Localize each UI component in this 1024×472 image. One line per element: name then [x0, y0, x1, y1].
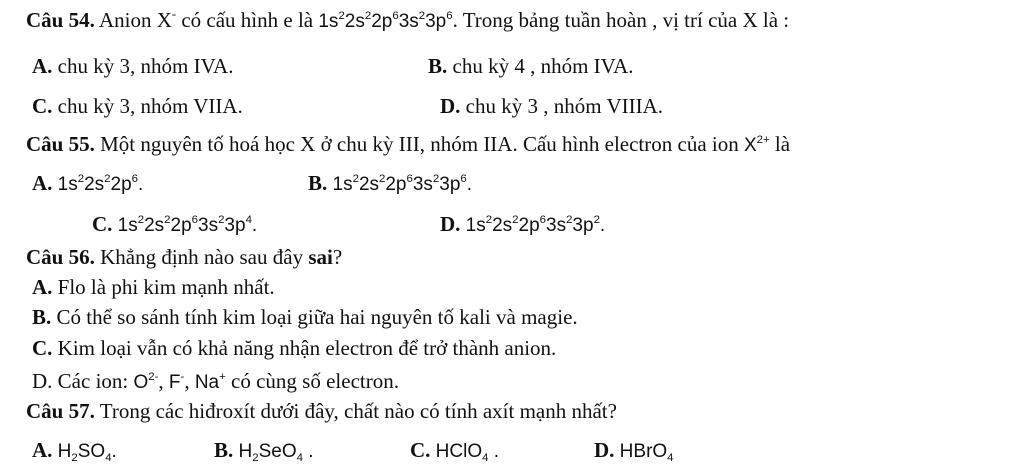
q56-option-d[interactable]: D. Các ion: $O^{2-}$, F-, Na+ có cùng số electron.: [32, 369, 399, 393]
q55-stem-text: Một nguyên tố hoá học X ở chu kỳ III, nhóm IIA. Cấu hình electron của ion: [100, 132, 739, 156]
ion-list: $O^{2-}$: [133, 371, 159, 393]
option-label: A.: [32, 438, 53, 462]
q56-stem-end: ?: [332, 245, 343, 269]
option-text: chu kỳ 3, nhóm VIIA.: [57, 94, 243, 118]
option-label: D.: [440, 212, 461, 236]
q57-stem: [26, 397, 617, 425]
q54-option-a[interactable]: [32, 52, 233, 80]
option-label: B.: [32, 305, 52, 329]
q55-stem: [26, 130, 790, 160]
q57-option-a[interactable]: [32, 436, 117, 466]
q55-option-c[interactable]: [92, 210, 257, 240]
option-text: chu kỳ 3, nhóm IVA.: [57, 54, 234, 78]
q57-option-c[interactable]: [410, 436, 499, 466]
q54-option-d[interactable]: [440, 92, 663, 120]
q56-option-c[interactable]: [32, 334, 556, 362]
q55-option-d[interactable]: [440, 210, 605, 240]
q55-option-a[interactable]: [32, 169, 143, 199]
q57-label: Câu 57.: [26, 399, 95, 423]
option-text: chu kỳ 3 , nhóm VIIIA.: [465, 94, 664, 118]
q56-stem: [26, 243, 342, 271]
option-label: B.: [214, 438, 234, 462]
option-label: B.: [428, 54, 448, 78]
option-label: D.: [440, 94, 461, 118]
option-formula: $H_2SeO_4$ .: [238, 441, 314, 464]
option-text: Kim loại vẫn có khả năng nhận electron để trở thành anion.: [57, 336, 557, 360]
option-config: $1s^22s^22p^63s^23p^4$.: [117, 214, 258, 236]
option-label: C.: [92, 212, 113, 236]
option-config: $1s^22s^22p^63s^23p^2$.: [465, 214, 606, 236]
option-config: $1s^22s^22p^6$.: [57, 173, 144, 195]
q57-option-b[interactable]: [214, 436, 314, 466]
option-label: D.: [32, 369, 53, 393]
option-formula: HClO$_4$ .: [435, 441, 500, 464]
q54-label: Câu 54.: [26, 8, 95, 32]
option-formula: $H_2SO_4$.: [57, 441, 117, 464]
q55-stem-end: là: [774, 132, 791, 156]
q54-option-b[interactable]: [428, 52, 634, 80]
q56-option-b[interactable]: [32, 303, 578, 331]
q56-label: Câu 56.: [26, 245, 95, 269]
option-config: $1s^22s^22p^63s^23p^6$.: [332, 173, 473, 195]
q56-stem-bold: sai: [308, 245, 333, 269]
q57-option-d[interactable]: [594, 436, 674, 466]
q54-config: $1s^22s^22p^63s^23p^6$: [318, 10, 453, 32]
option-label: C.: [410, 438, 431, 462]
option-text: chu kỳ 4 , nhóm IVA.: [452, 54, 634, 78]
q55-option-b[interactable]: [308, 169, 472, 199]
ion-list: F-: [168, 371, 185, 393]
q55-ion: $X^{2+}$: [743, 134, 770, 156]
q54-stem: [26, 6, 789, 36]
q56-option-a[interactable]: [32, 273, 275, 301]
option-formula: HBrO$_4$: [619, 441, 674, 464]
option-label: A.: [32, 54, 53, 78]
option-text: Các ion:: [57, 369, 129, 393]
option-label: A.: [32, 275, 53, 299]
option-label: C.: [32, 94, 53, 118]
q54-stem-a: Anion X-: [98, 7, 177, 32]
q55-label: Câu 55.: [26, 132, 95, 156]
q56-stem-text: Khẳng định nào sau đây: [100, 245, 304, 269]
option-label: C.: [32, 336, 53, 360]
q54-stem-c: . Trong bảng tuần hoàn , vị trí của X là :: [452, 8, 790, 32]
option-text: Có thể so sánh tính kim loại giữa hai nguyên tố kali và magie.: [56, 305, 578, 329]
option-label: B.: [308, 171, 328, 195]
option-label: A.: [32, 171, 53, 195]
q54-stem-b: có cấu hình e là: [181, 8, 314, 32]
option-label: D.: [594, 438, 615, 462]
q54-option-c[interactable]: [32, 92, 243, 120]
option-text: Flo là phi kim mạnh nhất.: [57, 275, 275, 299]
ion-list: Na+: [194, 371, 226, 393]
option-text: có cùng số electron.: [231, 369, 399, 393]
q57-stem-text: Trong các hiđroxít dưới đây, chất nào có tính axít mạnh nhất?: [99, 399, 617, 423]
